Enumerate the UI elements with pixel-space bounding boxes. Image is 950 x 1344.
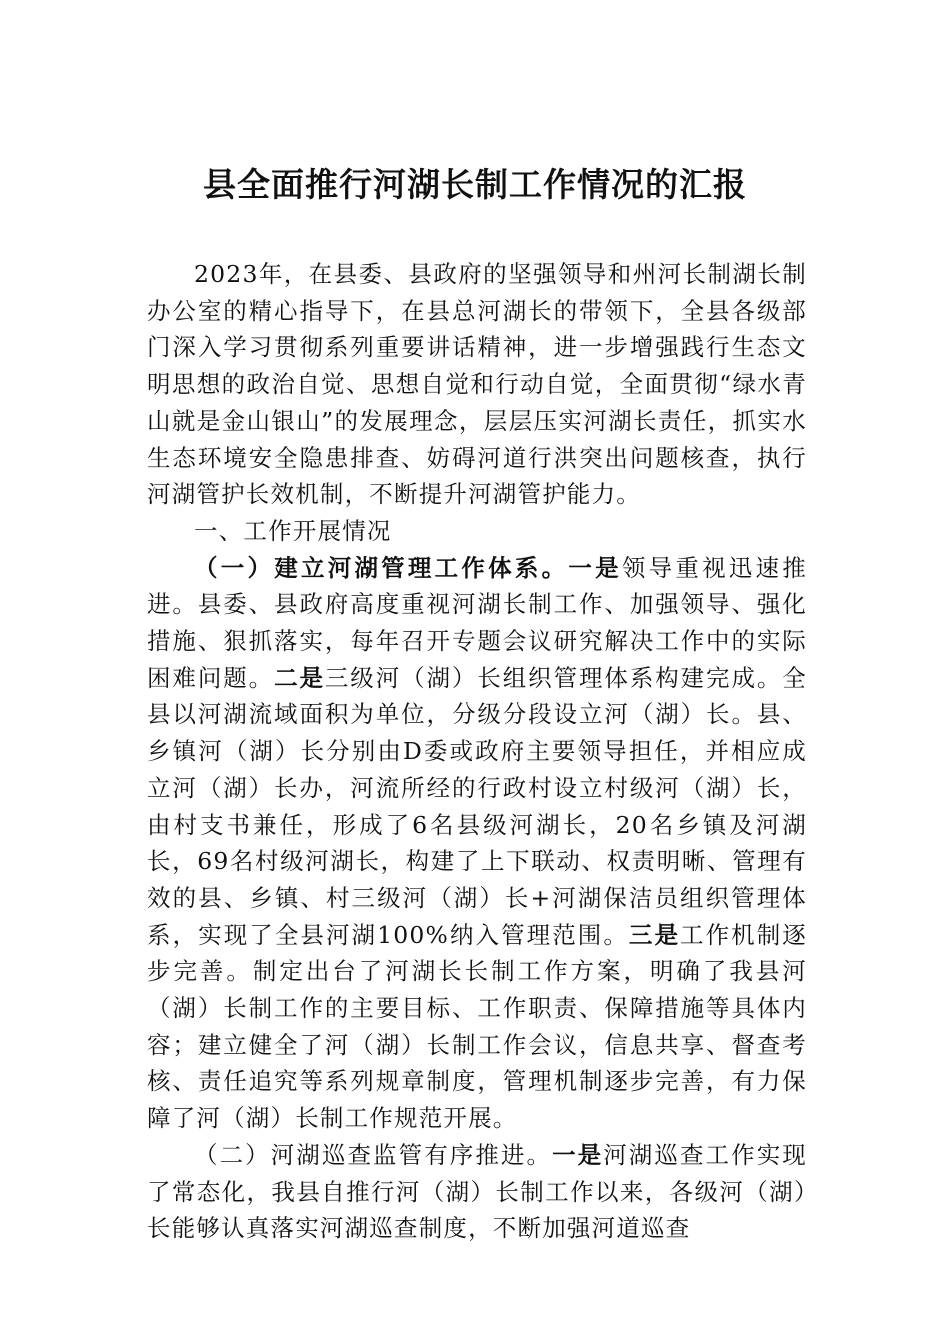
subsection-1-lead-2: 二是 [274,663,325,692]
subsection-2-paragraph [147,1137,807,1247]
subsection-1-text-2: 三级河（湖）长组织管理体系构建完成。全县以河湖流域面积为单位，分级分段设立河（湖）长。县、乡镇河（湖）长分别由D委或政府主要领导担任，并相应成立河（湖）长办，河流所经的行政村设立村级河（湖）长，由村支书兼任，形成了6名县级河湖长，20名乡镇及河湖长，69名村级河湖长，构建了上下联动、权责明晰、管理有效的县、乡镇、村三级河（湖）长+河湖保洁员组织管理体系，实现了全县河湖100%纳入管理范围。 [147,663,807,949]
subsection-1-text-3: 工作机制逐步完善。制定出台了河湖长长制工作方案，明确了我县河（湖）长制工作的主要目标、工作职责、保障措施等具体内容；建立健全了河（湖）长制工作会议，信息共享、督查考核、责任追究等系列规章制度，管理机制逐步完善，有力保障了河（湖）长制工作规范开展。 [147,920,808,1133]
document-body [147,256,807,1247]
subsection-1-text-1: 领导重视迅速推进。县委、县政府高度重视河湖长制工作、加强领导、强化措施、狠抓落实，每年召开专题会议研究解决工作中的实际困难问题。 [147,553,807,692]
subsection-2-text-1: 河湖巡查工作实现了常态化，我县自推行河（湖）长制工作以来，各级河（湖）长能够认真落实河湖巡查制度，不断加强河道巡查 [147,1140,807,1243]
section-heading: 一、工作开展情况 [194,516,392,545]
subsection-1-lead-3: 三是 [628,920,681,949]
subsection-1-paragraph [147,550,807,1137]
document-title: 县全面推行河湖长制工作情况的汇报 [203,165,747,204]
intro-paragraph: 2023年，在县委、县政府的坚强领导和州河长制湖长制办公室的精心指导下，在县总河湖长的带领下，全县各级部门深入学习贯彻系列重要讲话精神，进一步增强践行生态文明思想的政治自觉、思想自觉和行动自觉，全面贯彻“绿水青山就是金山银山”的发展理念，层层压实河湖长责任，抓实水生态环境安全隐患排查、妨碍河道行洪突出问题核查，执行河湖管护长效机制，不断提升河湖管护能力。 [147,260,807,509]
subsection-1-heading: （一）建立河湖管理工作体系。 [194,553,569,582]
subsection-1-lead-1: 一是 [568,553,622,582]
subsection-2-heading: （二）河湖巡查监管有序推进。 [194,1140,553,1169]
subsection-2-lead-1: 一是 [552,1140,604,1169]
